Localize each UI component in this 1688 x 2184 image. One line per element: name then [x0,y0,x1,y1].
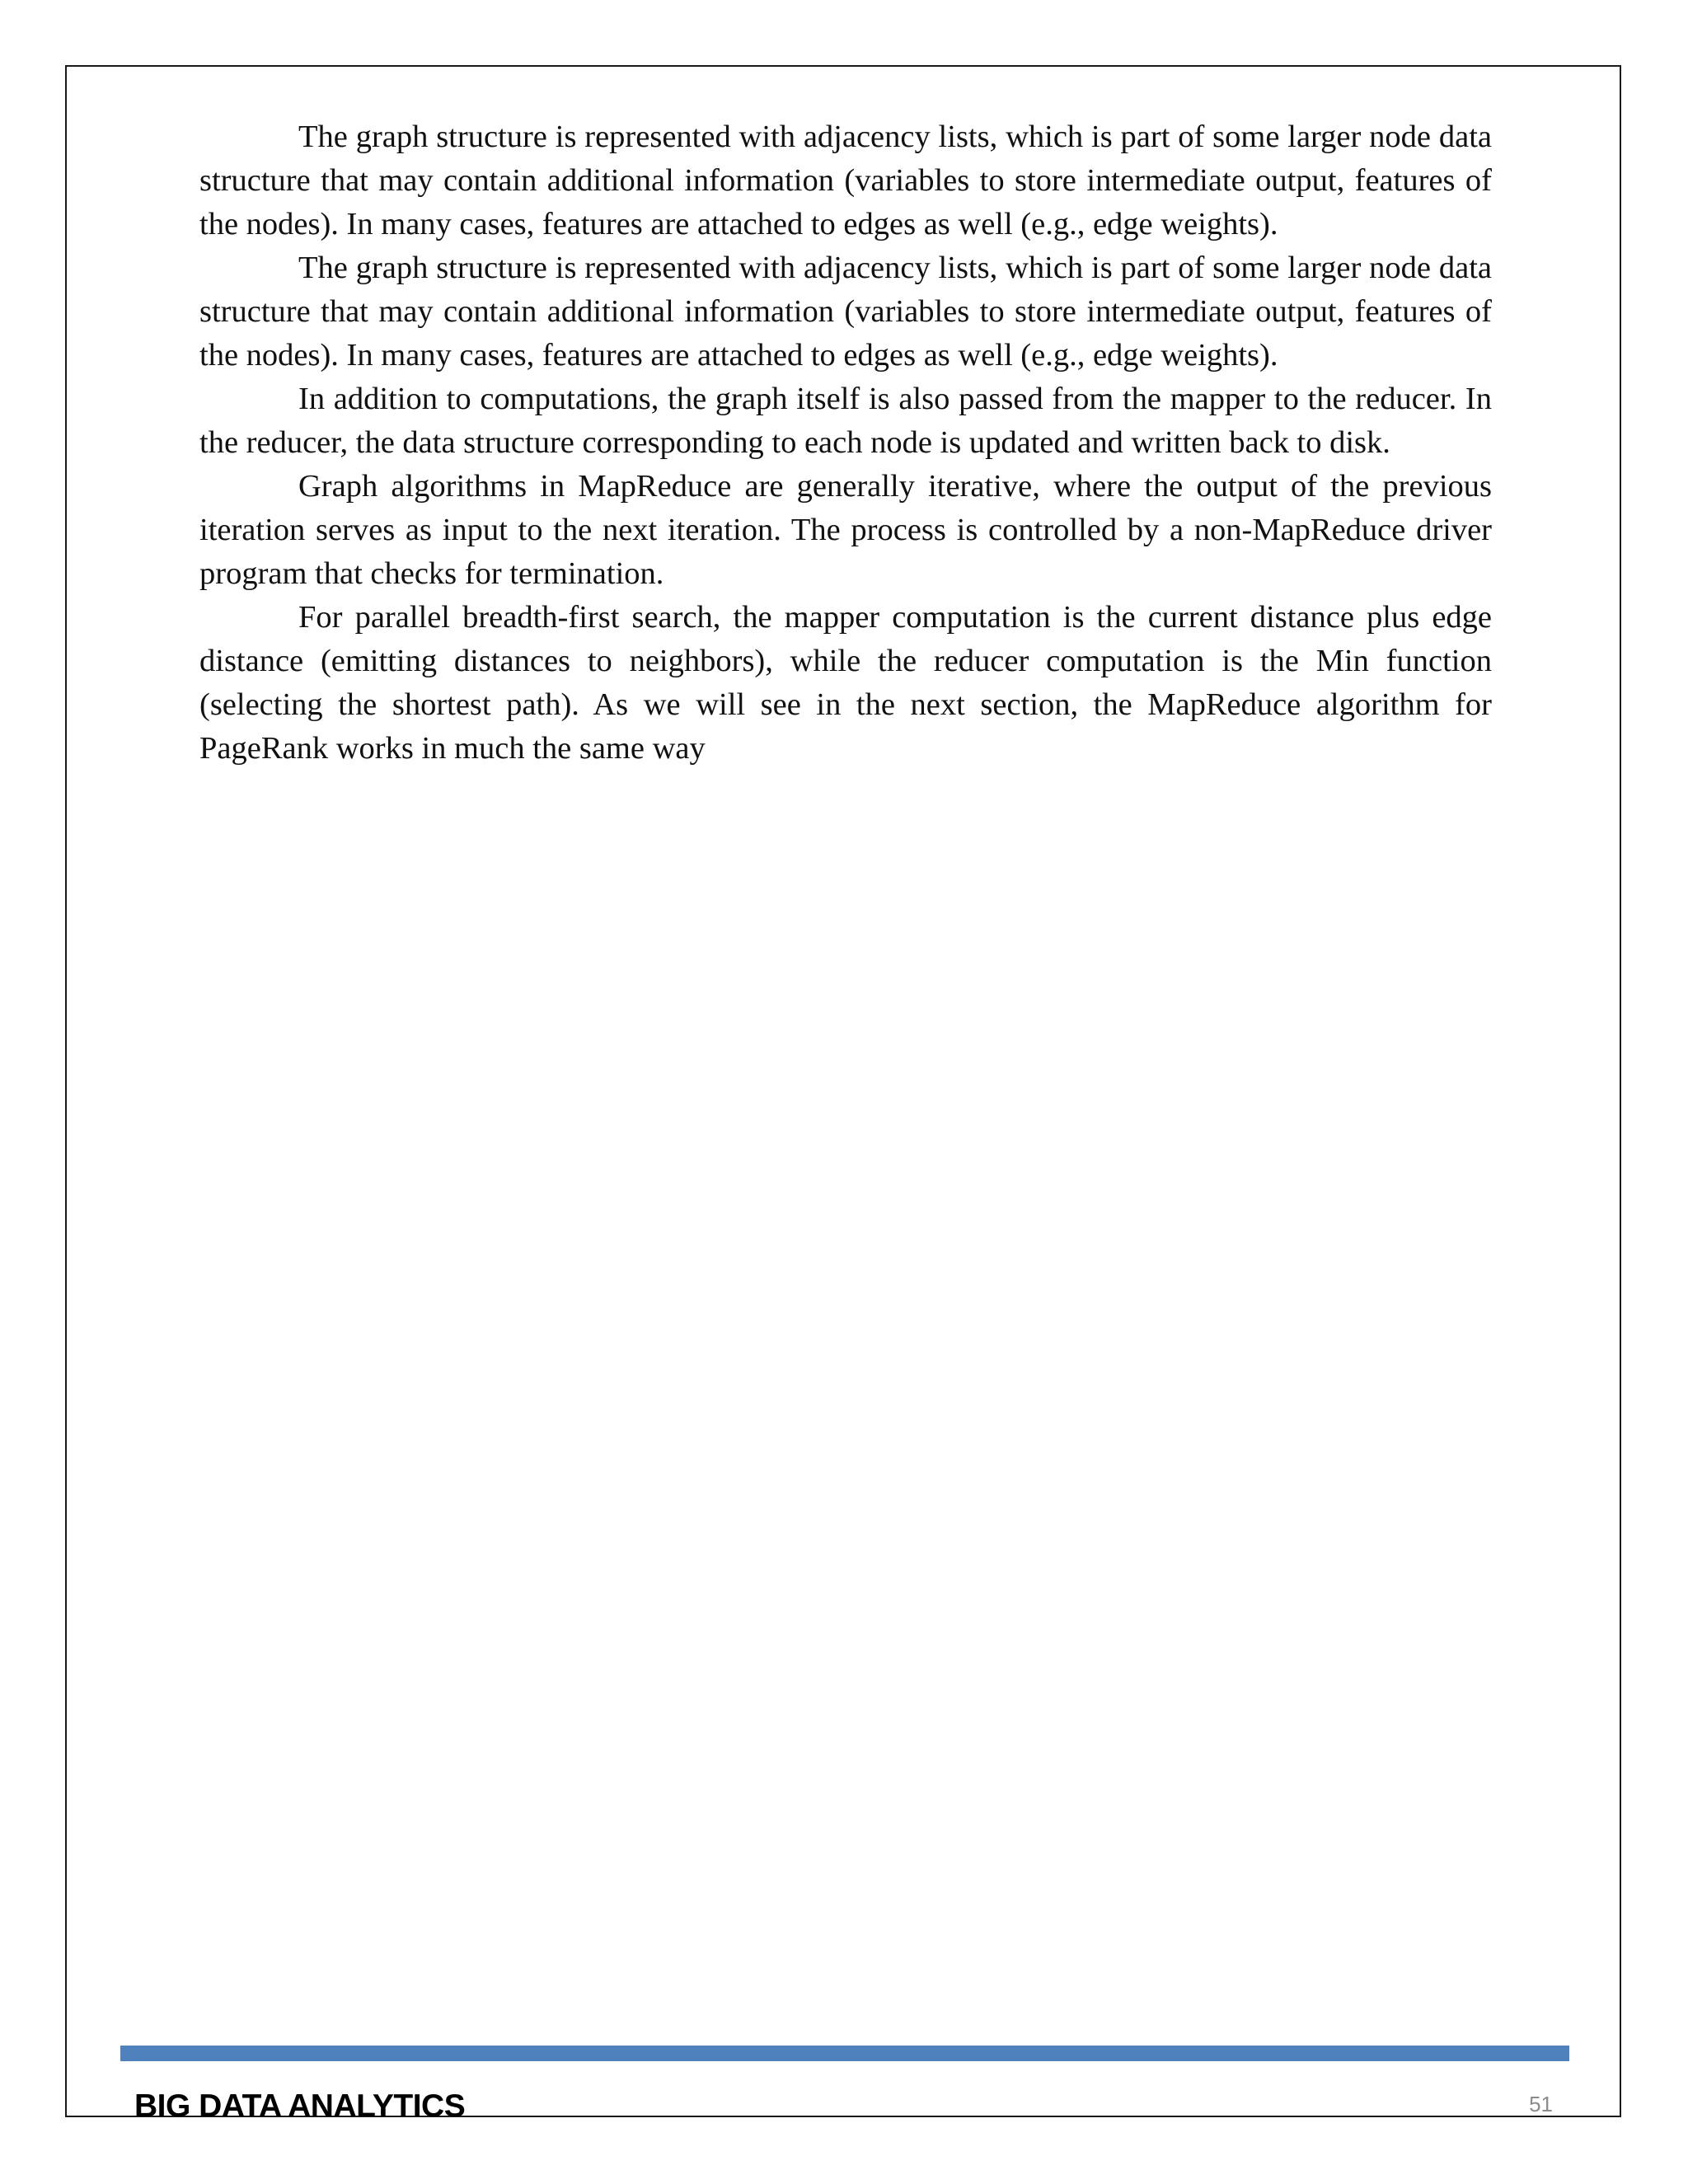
paragraph: The graph structure is represented with adjacency lists, which is part of some larger node data structure that may contain additional information (variables to store intermediate output, features of the nodes). In many cases, features are attached to edges as well (e.g., edge weights). [199,120,1492,241]
paragraph: For parallel breadth-first search, the mapper computation is the current distance plus edge distance (emitting distances to neighbors), while the reducer computation is the Min function (selecting the shortest path). As we will see in the next section, the MapReduce algorithm for PageRank works in much the same way [199,600,1492,766]
paragraph: In addition to computations, the graph itself is also passed from the mapper to the reducer. In the reducer, the data structure corresponding to each node is updated and written back to disk. [199,382,1492,460]
footer-rule [120,2046,1569,2061]
paragraph: The graph structure is represented with adjacency lists, which is part of some larger node data structure that may contain additional information (variables to store intermediate output, features of the nodes). In many cases, features are attached to edges as well (e.g., edge weights). [199,251,1492,373]
footer-title: BIG DATA ANALYTICS [134,2088,466,2124]
document-body [199,115,1492,771]
paragraph: Graph algorithms in MapReduce are generally iterative, where the output of the previous iteration serves as input to the next iteration. The process is controlled by a non-MapReduce driver program that checks for termination. [199,469,1492,591]
page-number: 51 [1529,2092,1553,2116]
